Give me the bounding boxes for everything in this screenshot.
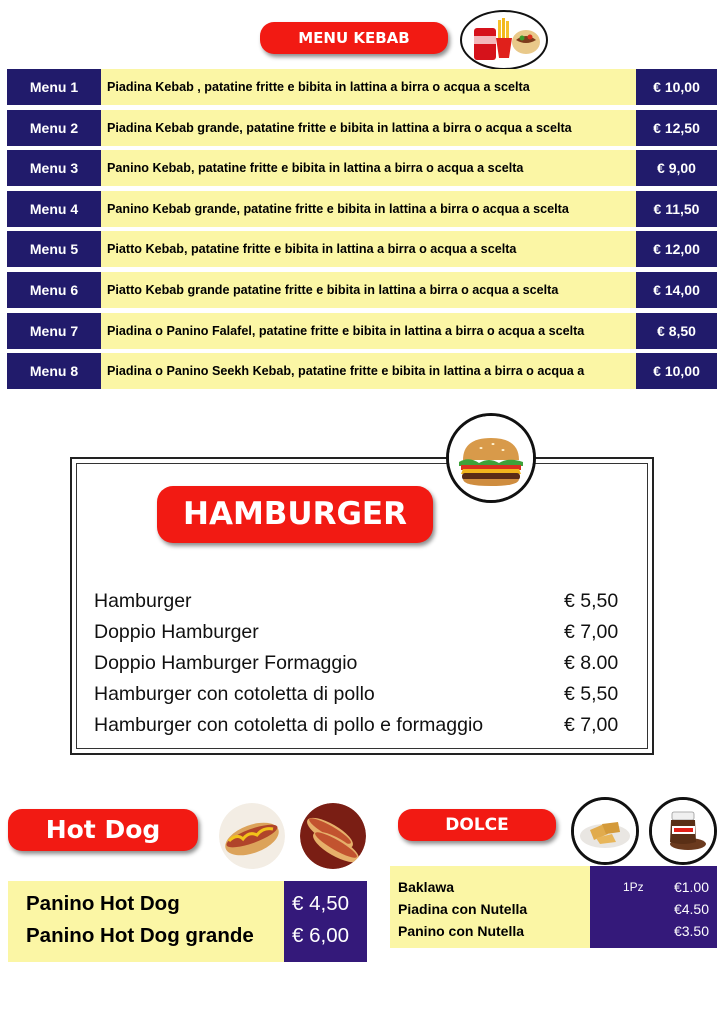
item-name: Panino con Nutella [398,923,525,939]
kebab-row [7,231,717,267]
menu-description: Piadina Kebab grande, patatine fritte e bibita in lattina a birra o acqua a scelta [101,110,636,146]
list-item [94,710,634,741]
kebab-row [7,272,717,308]
nutella-icon [649,797,717,865]
item-price: € 7,00 [564,714,619,736]
kebab-row [7,110,717,146]
hamburger-icon [446,413,536,503]
item-price: € 5,50 [564,590,619,612]
kebab-row [7,313,717,349]
menu-kebab-title: MENU KEBAB [260,22,448,54]
menu-price: € 10,00 [636,69,717,105]
list-item [94,617,634,648]
item-name: Baklawa [398,879,455,895]
menu-price: € 10,00 [636,353,717,389]
menu-number: Menu 2 [7,110,101,146]
menu-description: Piatto Kebab, patatine fritte e bibita in lattina a birra o acqua a scelta [101,231,636,267]
item-price: € 7,00 [564,621,619,643]
menu-number: Menu 7 [7,313,101,349]
dolce-prices [590,866,717,948]
item-quantity: 1Pz [623,880,644,894]
menu-description: Panino Kebab, patatine fritte e bibita in lattina a birra o acqua a scelta [101,150,636,186]
menu-number: Menu 6 [7,272,101,308]
menu-description: Piatto Kebab grande patatine fritte e bibita in lattina a birra o acqua a scelta [101,272,636,308]
menu-price: € 8,50 [636,313,717,349]
dolce-table [390,866,717,948]
hotdog-table [8,881,367,962]
menu-number: Menu 1 [7,69,101,105]
menu-price: € 11,50 [636,191,717,227]
cola-fries-wrap-icon [460,10,548,70]
list-item [94,586,634,617]
menu-price: € 14,00 [636,272,717,308]
item-price: € 8.00 [564,652,619,674]
menu-number: Menu 3 [7,150,101,186]
menu-description: Piadina Kebab , patatine fritte e bibita in lattina a birra o acqua a scelta [101,69,636,105]
item-name: Hamburger con cotoletta di pollo [94,683,375,705]
item-name: Panino Hot Dog grande [26,924,254,947]
menu-description: Piadina o Panino Falafel, patatine fritte e bibita in lattina a birra o acqua a scelta [101,313,636,349]
menu-number: Menu 5 [7,231,101,267]
kebab-row [7,150,717,186]
list-item [94,679,634,710]
kebab-row [7,191,717,227]
menu-number: Menu 8 [7,353,101,389]
item-name: Panino Hot Dog [26,892,180,915]
item-name: Doppio Hamburger Formaggio [94,652,358,674]
item-name: Piadina con Nutella [398,901,528,917]
item-price: €4.50 [673,901,709,917]
menu-number: Menu 4 [7,191,101,227]
item-price: € 4,50 [292,892,349,915]
item-name: Doppio Hamburger [94,621,259,643]
hotdog-icon [300,803,366,869]
item-name: Hamburger [94,590,192,612]
item-price: € 6,00 [292,924,349,947]
item-price: €1.00 [673,879,709,895]
list-item [94,648,634,679]
hotdog-title: Hot Dog [8,809,198,851]
menu-price: € 12,50 [636,110,717,146]
item-price: €3.50 [673,923,709,939]
item-price: € 5,50 [564,683,619,705]
menu-price: € 12,00 [636,231,717,267]
kebab-row [7,69,717,105]
kebab-menu-table [7,69,717,394]
hotdog-names [8,881,284,962]
kebab-row [7,353,717,389]
baklawa-icon [571,797,639,865]
menu-price: € 9,00 [636,150,717,186]
dolce-title: DOLCE [398,809,556,841]
menu-description: Piadina o Panino Seekh Kebab, patatine fritte e bibita in lattina a birra o acqua a [101,353,636,389]
menu-description: Panino Kebab grande, patatine fritte e bibita in lattina a birra o acqua a scelta [101,191,636,227]
hamburger-list [94,586,634,741]
hotdog-prices [284,881,367,962]
hotdog-icon [219,803,285,869]
item-name: Hamburger con cotoletta di pollo e formaggio [94,714,484,736]
hamburger-title: HAMBURGER [157,486,433,543]
dolce-names [390,866,590,948]
